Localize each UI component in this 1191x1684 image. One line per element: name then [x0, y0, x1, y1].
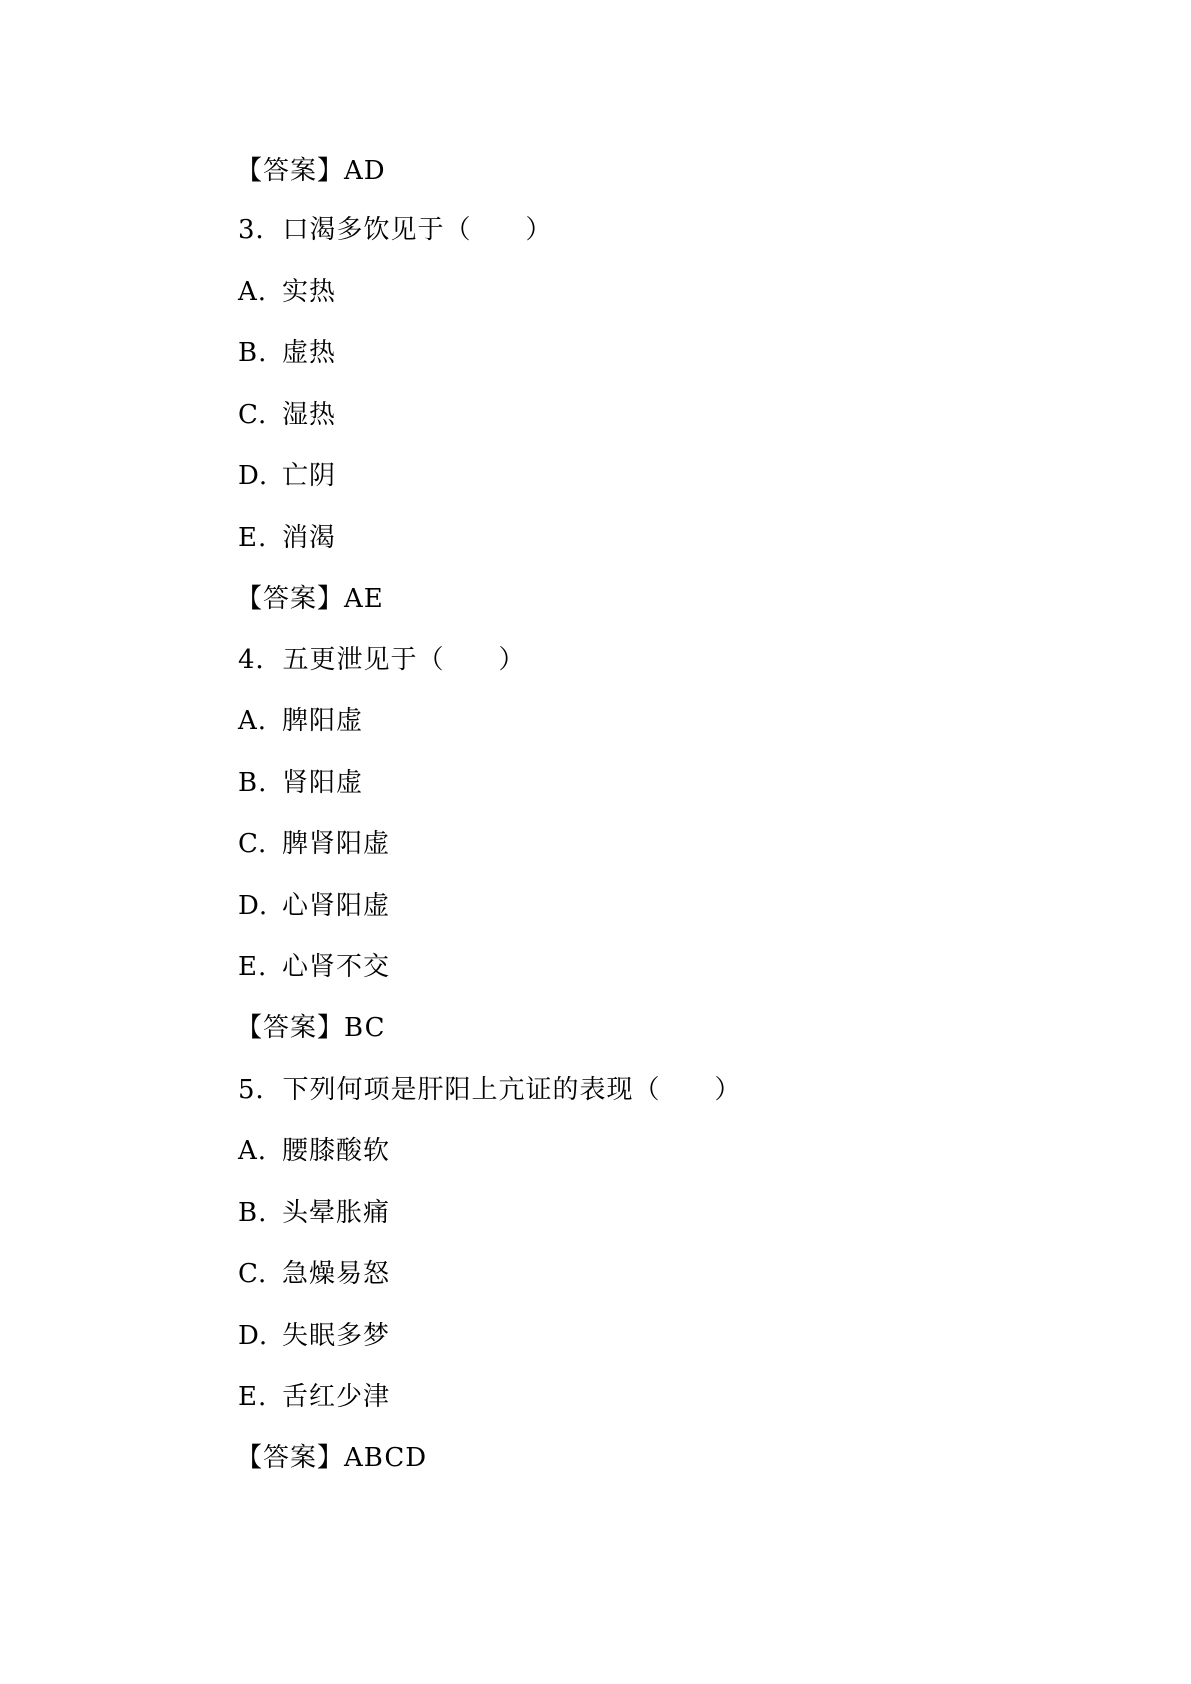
option-text: 虚热 — [282, 338, 337, 368]
question-number: 5． — [238, 1075, 283, 1105]
option-letter: B. — [238, 768, 268, 798]
option-letter: A. — [238, 706, 268, 736]
option-letter: E. — [238, 523, 268, 553]
option-letter: C. — [238, 1259, 268, 1289]
option-text: 失眠多梦 — [282, 1321, 391, 1351]
question-text: 五更泄见于（ ） — [282, 645, 526, 675]
question-number: 3． — [238, 215, 283, 245]
question-number: 4． — [238, 645, 283, 675]
answer-line — [236, 579, 384, 619]
answer-value: ABCD — [344, 1443, 428, 1473]
option-letter: B. — [238, 1198, 268, 1228]
answer-value: BC — [344, 1013, 386, 1043]
option-letter: E. — [238, 1382, 268, 1412]
option-line — [238, 456, 336, 496]
option-text: 舌红少津 — [282, 1382, 391, 1412]
question-line — [238, 1070, 742, 1110]
option-letter: C. — [238, 829, 268, 859]
option-line — [238, 824, 390, 864]
option-line — [238, 886, 390, 926]
option-line — [238, 395, 336, 435]
option-letter: A. — [238, 1136, 268, 1166]
option-text: 脾阳虚 — [282, 706, 364, 736]
option-text: 亡阴 — [282, 461, 337, 491]
option-text: 消渴 — [282, 523, 337, 553]
answer-line — [236, 1008, 386, 1048]
option-line — [238, 947, 390, 987]
answer-line — [236, 151, 386, 191]
option-line — [238, 272, 336, 312]
option-line — [238, 1377, 390, 1417]
option-line — [238, 1193, 390, 1233]
option-line — [238, 333, 336, 373]
option-line — [238, 763, 363, 803]
option-text: 实热 — [282, 277, 337, 307]
option-text: 腰膝酸软 — [282, 1136, 391, 1166]
option-line — [238, 701, 363, 741]
option-text: 肾阳虚 — [282, 768, 364, 798]
option-letter: D. — [238, 891, 269, 921]
option-letter: B. — [238, 338, 268, 368]
question-text: 口渴多饮见于（ ） — [282, 215, 553, 245]
answer-line — [236, 1438, 427, 1478]
option-line — [238, 1254, 390, 1294]
answer-label: 【答案】 — [236, 1013, 345, 1043]
option-text: 湿热 — [282, 400, 337, 430]
option-text: 急燥易怒 — [282, 1259, 391, 1289]
answer-value: AD — [344, 156, 386, 186]
option-line — [238, 1316, 390, 1356]
option-line — [238, 1131, 390, 1171]
option-letter: A. — [238, 277, 268, 307]
option-text: 脾肾阳虚 — [282, 829, 391, 859]
answer-label: 【答案】 — [236, 156, 345, 186]
option-letter: D. — [238, 461, 269, 491]
option-line — [238, 518, 336, 558]
option-letter: D. — [238, 1321, 269, 1351]
option-text: 头晕胀痛 — [282, 1198, 391, 1228]
option-letter: C. — [238, 400, 268, 430]
answer-label: 【答案】 — [236, 584, 345, 614]
answer-value: AE — [344, 584, 384, 614]
question-text: 下列何项是肝阳上亢证的表现（ ） — [282, 1075, 742, 1105]
option-letter: E. — [238, 952, 268, 982]
question-line — [238, 210, 553, 250]
option-text: 心肾不交 — [282, 952, 391, 982]
answer-label: 【答案】 — [236, 1443, 345, 1473]
question-line — [238, 640, 526, 680]
option-text: 心肾阳虚 — [282, 891, 391, 921]
